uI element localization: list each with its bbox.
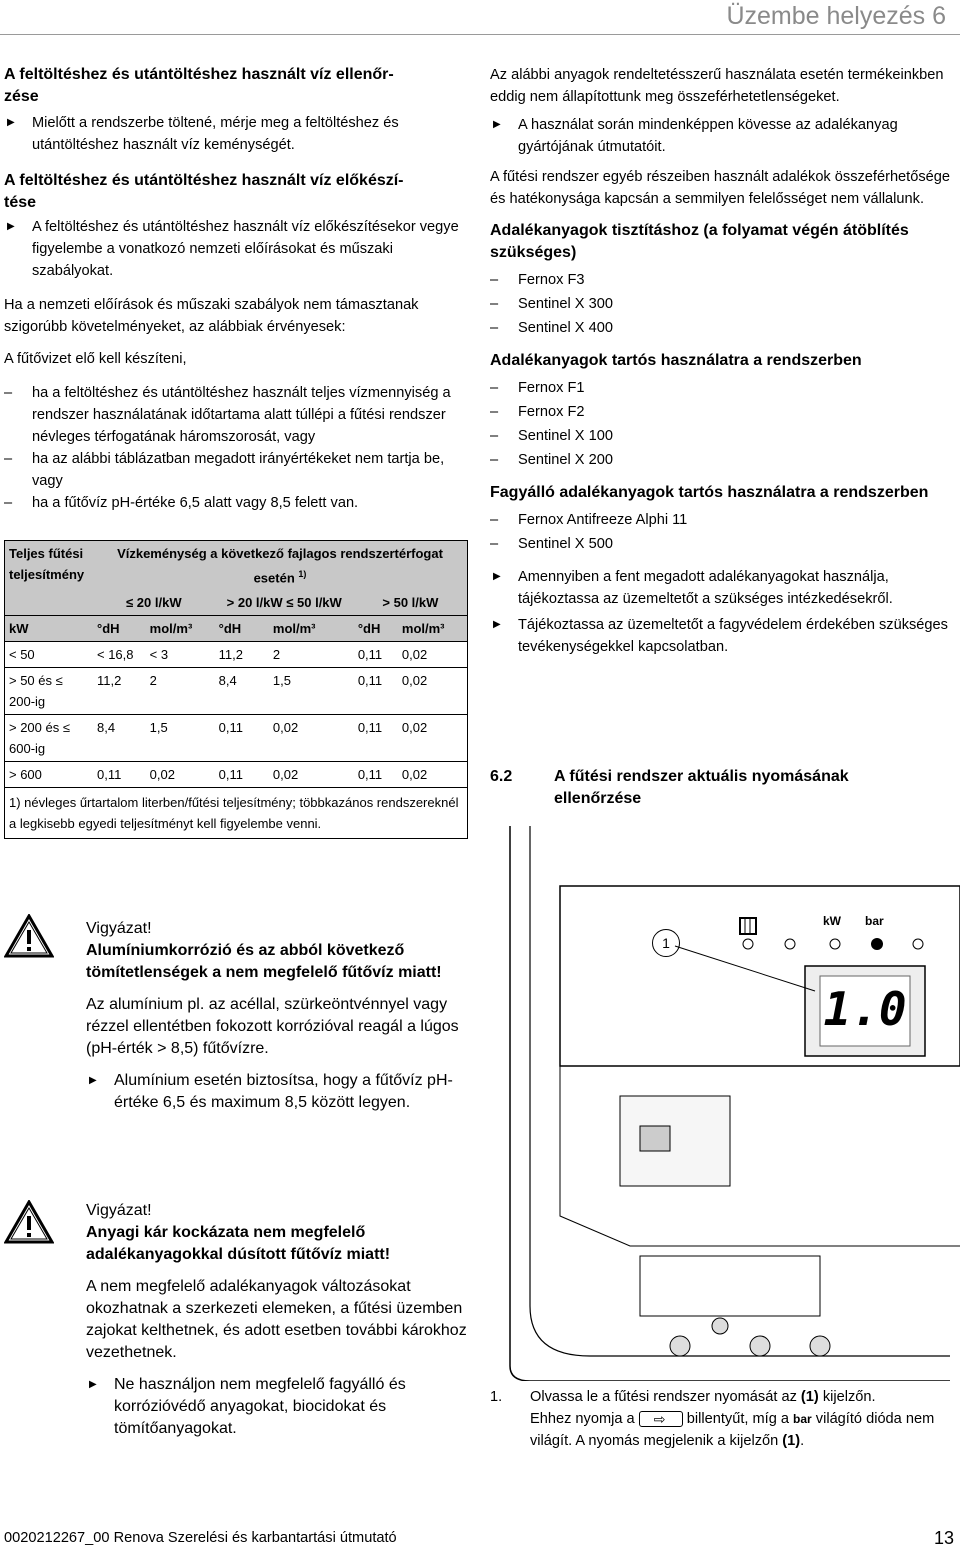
dash-item-table: – ha az alábbi táblázatban megadott irányértékeket nem tartja be, vagy [4,448,474,492]
list-item: – Sentinel X 500 [490,532,956,556]
boiler-illustration [490,826,960,1381]
warning-text: Az alumínium pl. az acéllal, szürkeöntvénnyel vagy rézzel ellentétben fokozott korrózióval reagál a lúgos (pH-érték > 8,5) fűtővízre. [86,996,459,1057]
footer-doc-title: 0020212267_00 Renova Szerelési és karbantartási útmutató [4,1530,397,1546]
pressure-key-icon [639,1411,683,1427]
kw-label: kW [823,914,841,928]
bullet-measure-hardness: ▶ Mielőtt a rendszerbe töltené, mérje meg a feltöltéshez és utántöltéshez használt víz keménységét. [4,112,474,156]
table-footnote: 1) névleges űrtartalom literben/fűtési teljesítmény; többkazános rendszereknél a legkisebb egyedi teljesítményt kell figyelembe venni. [9,795,459,832]
step-text: Olvassa le a fűtési rendszer nyomását az (1) kijelzőn. Ehhez nyomja a ⇨ billentyűt, míg a bar világító dióda nem világít. A nyomás megjelenik a kijelzőn (1). [530,1386,956,1452]
para-prepare: A fűtővizet elő kell készíteni, [4,351,187,367]
list-item: – Fernox Antifreeze Alphi 11 [490,508,956,532]
table-row: > 50 és ≤ 200-ig 11,2 2 8,4 1,5 0,11 0,02 [5,668,467,715]
warning-title: Vigyázat! [86,1202,152,1219]
warning-subtitle: Anyagi kár kockázata nem megfelelő adalékanyagokkal dúsított fűtővíz miatt! [86,1224,391,1263]
heading-water-prep: A feltöltéshez és utántöltéshez használt víz előkészí- tése [4,172,404,211]
section-title: A fűtési rendszer aktuális nyomásának ellenőrzése [554,768,849,807]
section-number: 6.2 [490,768,513,785]
page-header-title: Üzembe helyezés 6 [726,2,946,30]
warning-aluminium [86,918,472,1114]
bullet-regulations: ▶ A feltöltéshez és utántöltéshez használt víz előkészítésekor vegye figyelembe a vonatkozó nemzeti előírásokat és műszaki szabályokat. [4,216,474,282]
boiler-control-panel-figure [490,826,960,1381]
warning-title: Vigyázat! [86,920,152,937]
bullet-inform-operator: ▶ Amennyiben a fent megadott adalékanyagokat használja, tájékoztassa az üzemeltetőt a szükséges intézkedésekről. [490,566,956,610]
warning-additives [86,1200,472,1440]
warning-text: A nem megfelelő adalékanyagok változásokat okozhatnak a szerkezeti elemeken, a fűtési üzemben zajokat kelthetnek, és adott esetben további károkhoz vezethetnek. [86,1278,467,1361]
water-hardness-table [4,540,468,839]
bar-label: bar [865,914,884,928]
heading-water-check: A feltöltéshez és utántöltéshez használt víz ellenőr- zése [4,66,394,105]
para-liability: A fűtési rendszer egyéb részeiben használt adalékok összeférhetősége és hatékonysága kapcsán a semmilyen felelősséget nem vállalunk. [490,169,950,207]
list-item: – Fernox F2 [490,400,956,424]
list-item: – Fernox F3 [490,268,956,292]
units-row: kW °dH mol/m³ °dH mol/m³ °dH mol/m³ [5,616,467,642]
heading-cleaning-additives: Adalékanyagok tisztításhoz (a folyamat végén átöblítés szükséges) [490,222,909,261]
warning-bullet: ▶ Ne használjon nem megfelelő fagyálló és korrózióvédő anyagokat, biocidokat és tömítőanyagokat. [86,1374,472,1440]
dash-item-ph: – ha a fűtővíz pH-értéke 6,5 alatt vagy 8,5 felett van. [4,492,474,514]
step-number: 1. [490,1389,503,1405]
list-item: – Sentinel X 200 [490,448,956,472]
left-column [4,64,474,514]
warning-subtitle: Alumíniumkorrózió és az abból következő tömítetlenségek a nem megfelelő fűtővíz miatt! [86,942,442,981]
table-row: > 200 és ≤ 600-ig 8,4 1,5 0,11 0,02 0,11 0,02 [5,715,467,762]
th-power: Teljes fűtési teljesítmény [9,546,85,582]
bullet-frost-protection: ▶ Tájékoztassa az üzemeltetőt a fagyvédelem érdekében szükséges tevékenységekkel kapcsolatban. [490,614,956,658]
list-item: – Sentinel X 100 [490,424,956,448]
list-item: – Fernox F1 [490,376,956,400]
dash-item-volume: – ha a feltöltéshez és utántöltéshez használt teljes vízmennyiség a rendszer használatának időtartama alatt túllépi a fűtési rendszer névleges térfogatának háromszorosát, vagy [4,382,474,448]
warning-triangle-icon [4,1200,54,1244]
para-requirements: Ha a nemzeti előírások és műszaki szabályok nem támasztanak szigorúbb követelményeket, az alábbiak érvényesek: [4,297,419,335]
table-row: > 600 0,11 0,02 0,11 0,02 0,11 0,02 [5,762,467,788]
list-item: – Sentinel X 300 [490,292,956,316]
list-item: – Sentinel X 400 [490,316,956,340]
th-hardness: Vízkeménység a következő fajlagos rendszertérfogat esetén $^{1)}$ [117,546,443,586]
footer-page-number: 13 [933,1528,954,1548]
pressure-display: 1.0 [823,982,907,1036]
warning-triangle-icon [4,914,54,958]
th-col-20-50: > 20 l/kW ≤ 50 l/kW [226,595,342,611]
table-row: < 50 < 16,8 < 3 11,2 2 0,11 0,02 [5,642,467,668]
header-rule [0,34,960,35]
th-col-20: ≤ 20 l/kW [126,595,182,611]
right-column [490,64,956,658]
th-col-50: > 50 l/kW [382,595,439,611]
heading-permanent-additives: Adalékanyagok tartós használatra a rendszerben [490,352,862,369]
warning-bullet: ▶ Alumínium esetén biztosítsa, hogy a fűtővíz pH-értéke 6,5 és maximum 8,5 között legyen. [86,1070,472,1114]
callout-1: 1 [652,929,680,957]
para-compatibility: Az alábbi anyagok rendeltetésszerű használata esetén termékeinkben eddig nem állapítottunk meg összeférhetetlenségeket. [490,67,944,105]
bullet-manufacturer: ▶ A használat során mindenképpen kövesse az adalékanyag gyártójának útmutatóit. [490,114,956,158]
heading-antifreeze: Fagyálló adalékanyagok tartós használatra a rendszerben [490,484,929,501]
